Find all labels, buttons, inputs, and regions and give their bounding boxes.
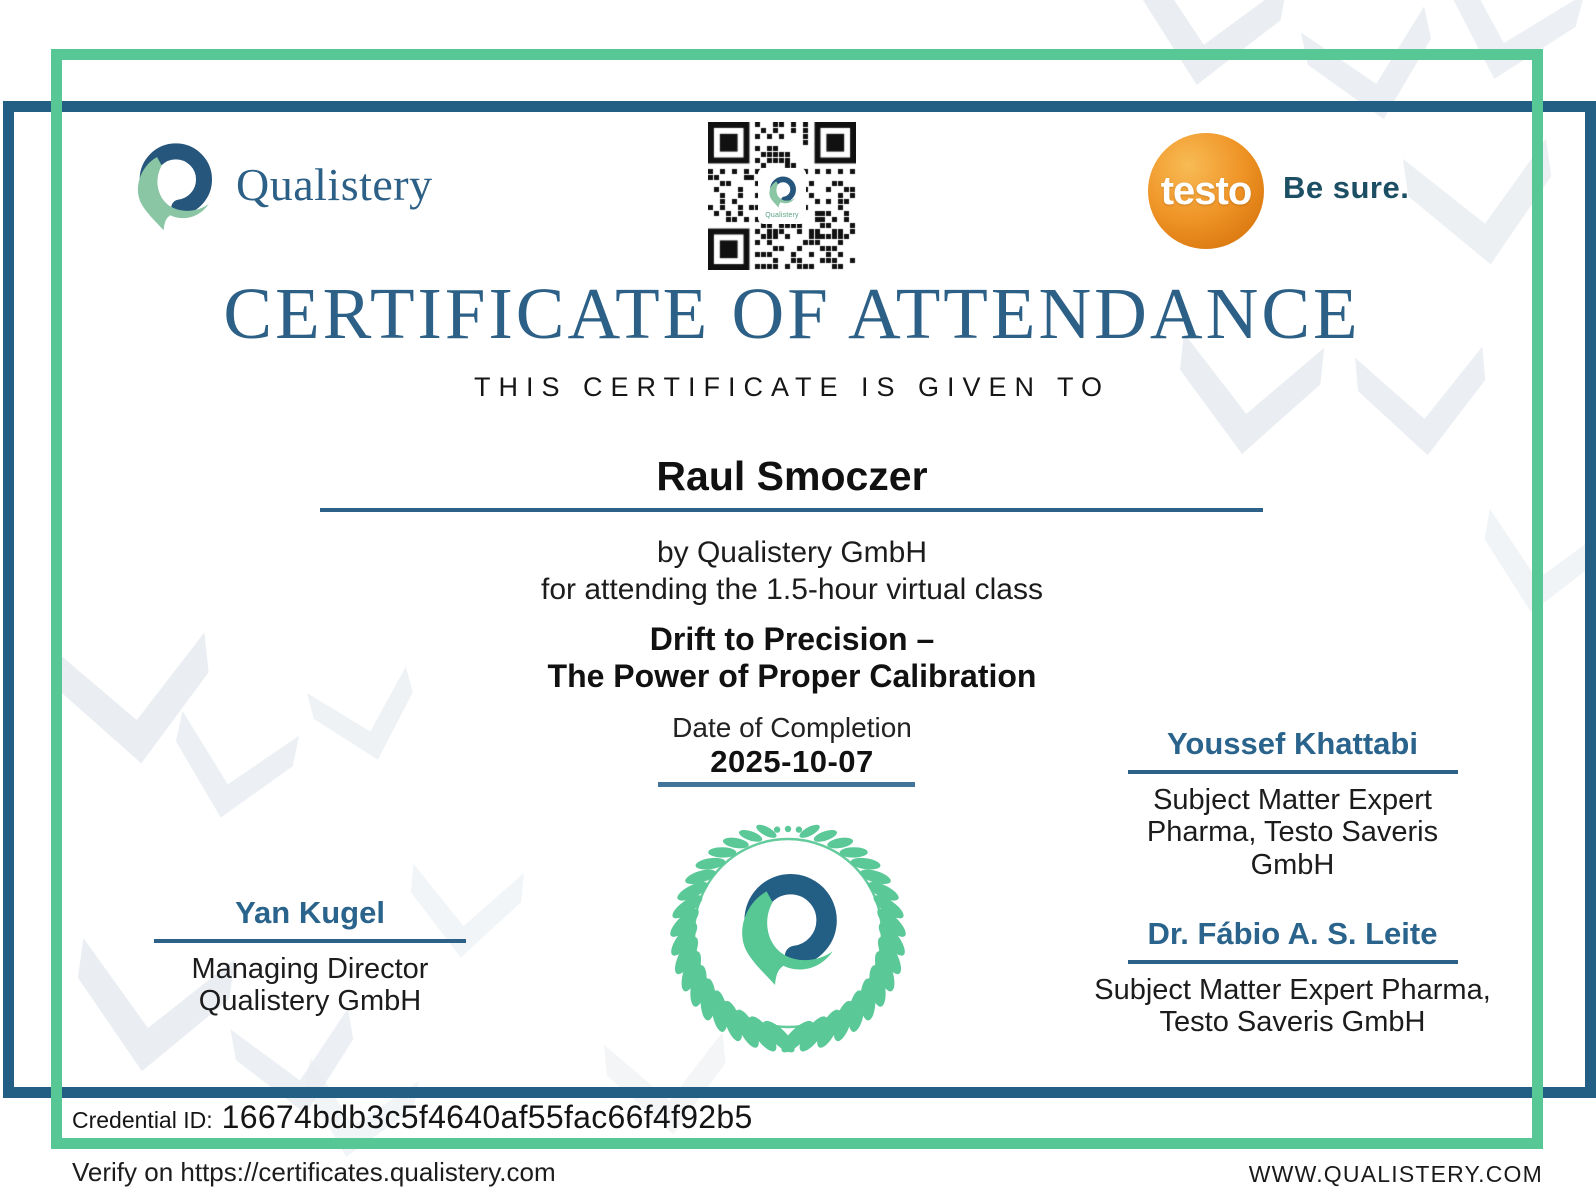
wreath-q-logo-icon bbox=[727, 865, 847, 997]
qr-center-logo bbox=[758, 168, 806, 224]
credential-row bbox=[72, 1099, 753, 1136]
signatory-role-line: Managing Director bbox=[191, 953, 429, 985]
presented-by-line: by Qualistery GmbH bbox=[656, 536, 928, 569]
testo-tagline: Be sure. bbox=[1283, 170, 1410, 205]
signatory-role-line: Subject Matter Expert bbox=[1153, 784, 1432, 816]
signatory-name: Youssef Khattabi bbox=[1167, 726, 1418, 761]
qr-center-wordmark: Qualistery bbox=[765, 211, 799, 219]
certificate-subtitle: THIS CERTIFICATE IS GIVEN TO bbox=[473, 372, 1111, 402]
signature-block-youssef-khattabi bbox=[1090, 726, 1495, 881]
completion-date: 2025-10-07 bbox=[710, 744, 874, 779]
signature-underline bbox=[1128, 960, 1458, 964]
signature-underline bbox=[154, 939, 466, 943]
signatory-name: Dr. Fábio A. S. Leite bbox=[1147, 916, 1438, 951]
course-title-line1: Drift to Precision – bbox=[649, 621, 935, 657]
course-title-line2: The Power of Proper Calibration bbox=[547, 658, 1037, 694]
signatory-role-line: Subject Matter Expert Pharma, bbox=[1094, 974, 1491, 1006]
recipient-name-underline bbox=[320, 508, 1263, 512]
website-text: WWW.QUALISTERY.COM bbox=[1248, 1161, 1543, 1187]
signature-block-fabio-leite bbox=[1050, 916, 1535, 1039]
testo-logo-icon bbox=[1148, 133, 1264, 249]
signatory-role-line: Pharma, Testo Saveris bbox=[1146, 816, 1439, 849]
completion-date-underline bbox=[658, 782, 915, 787]
recipient-name: Raul Smoczer bbox=[656, 453, 928, 499]
certificate-title: CERTIFICATE OF ATTENDANCE bbox=[223, 273, 1361, 354]
testo-logo-text: testo bbox=[1160, 168, 1252, 213]
qualistery-q-icon bbox=[765, 174, 799, 211]
qualistery-wordmark: Qualistery bbox=[236, 159, 433, 210]
completion-date-label: Date of Completion bbox=[672, 712, 912, 743]
signature-underline bbox=[1128, 770, 1458, 774]
qr-code bbox=[708, 122, 856, 270]
signatory-role-line: Qualistery GmbH bbox=[198, 985, 422, 1018]
credential-id-label: Credential ID: bbox=[72, 1107, 213, 1133]
credential-id-value: 16674bdb3c5f4640af55fac66f4f92b5 bbox=[221, 1099, 753, 1135]
signatory-name: Yan Kugel bbox=[235, 895, 385, 930]
signatory-role-line: GmbH bbox=[1250, 848, 1335, 881]
signatory-role-line: Testo Saveris GmbH bbox=[1159, 1006, 1426, 1039]
signature-block-yan-kugel bbox=[110, 895, 510, 1018]
qualistery-logo-icon bbox=[126, 136, 220, 240]
verify-url-text: Verify on https://certificates.qualistery.com bbox=[72, 1157, 556, 1187]
attendance-line: for attending the 1.5-hour virtual class bbox=[541, 573, 1043, 606]
